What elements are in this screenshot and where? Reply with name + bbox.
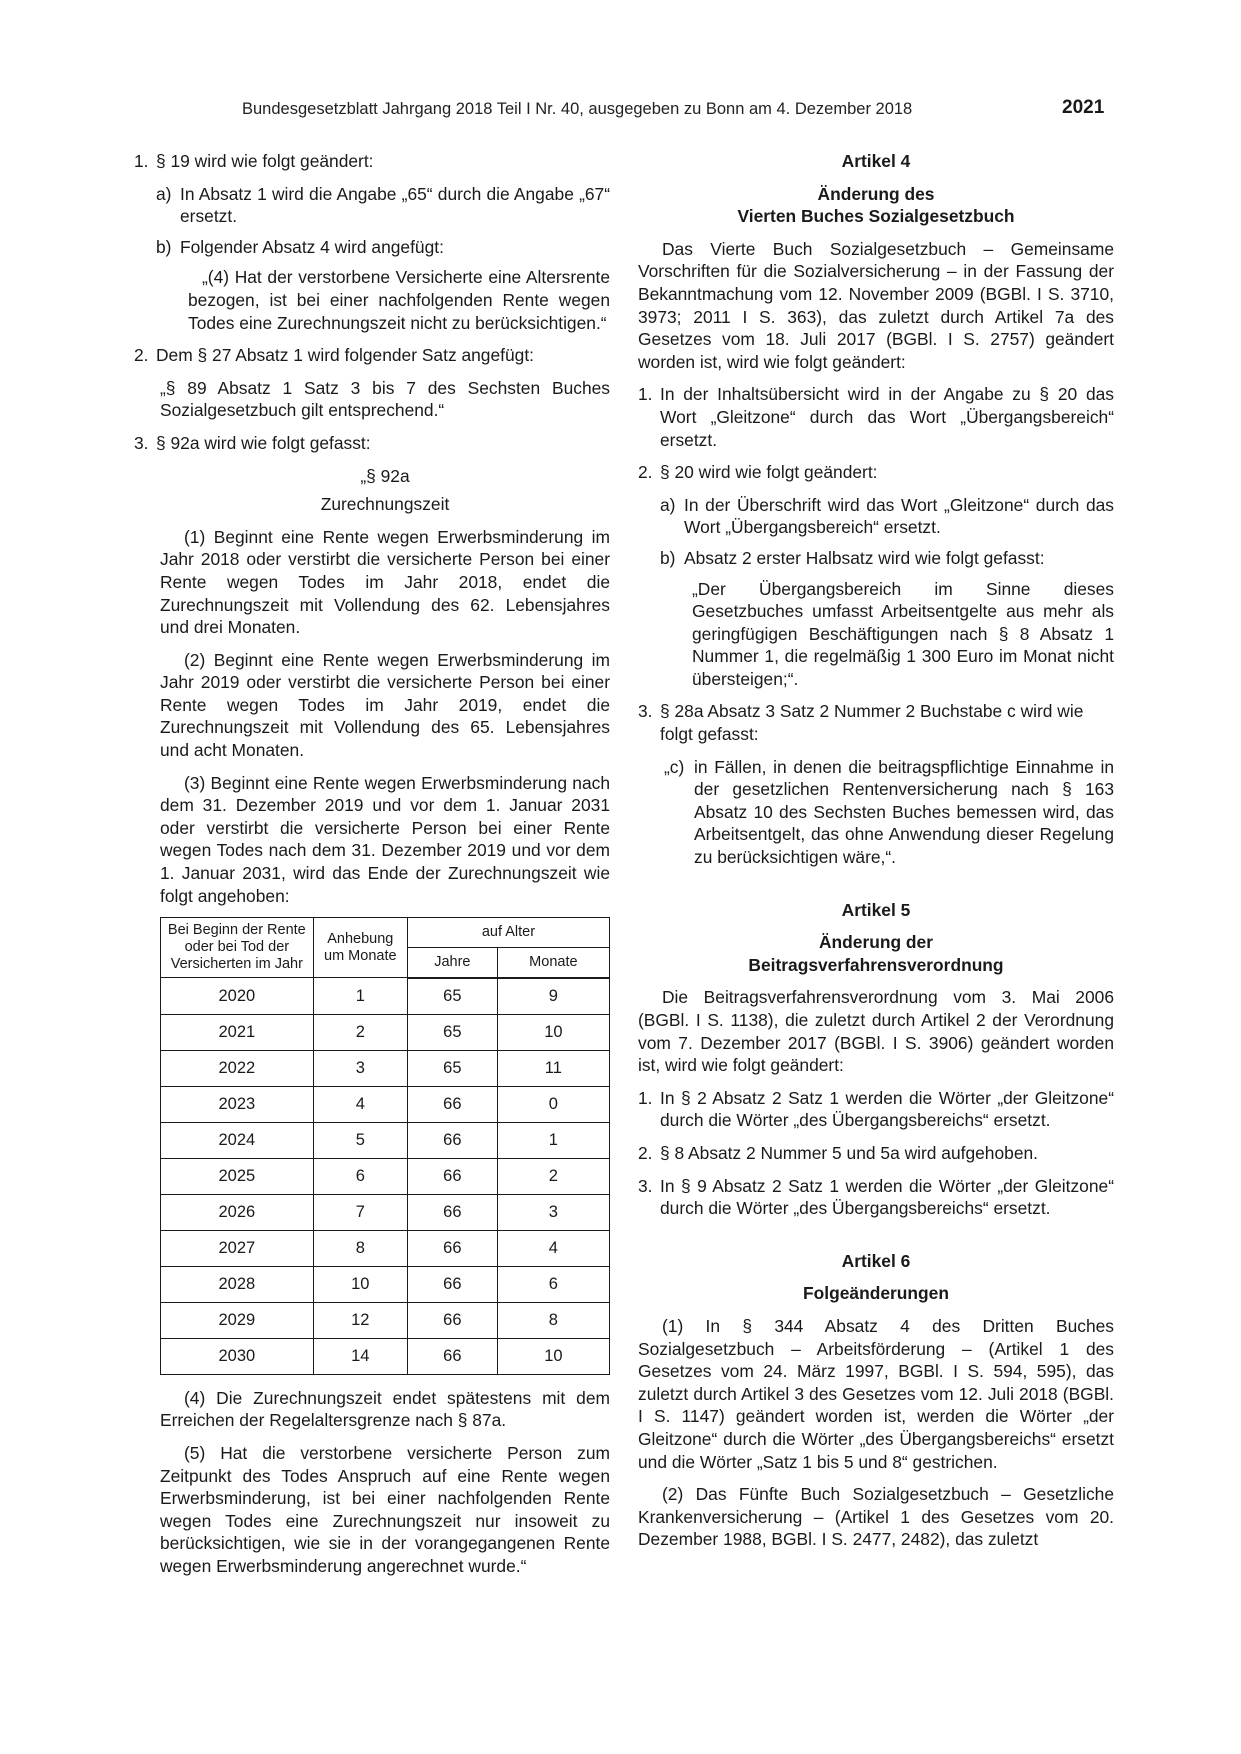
list-item [134,432,610,455]
table-cell: 66 [407,1122,497,1158]
table-cell: 2025 [161,1158,314,1194]
item-text: Dem § 27 Absatz 1 wird folgender Satz angefügt: [156,345,534,366]
table-row [161,1014,610,1050]
clause-letter: „c) [664,756,685,777]
table-cell: 2030 [161,1338,314,1374]
page-number: 2021 [1062,97,1105,118]
table-cell: 65 [407,1014,497,1050]
article-6-title: Folgeänderungen [803,1283,949,1304]
article-6-label: Artikel 6 [841,1250,911,1271]
table-cell: 2020 [161,978,314,1015]
article-5-title-line1: Änderung der [818,932,933,953]
table-cell: 7 [313,1194,407,1230]
sub-item-letter: b) [660,547,676,568]
table-row [161,1086,610,1122]
item-text: § 28a Absatz 3 Satz 2 Nummer 2 Buchstabe c wird wie folgt gefasst: [660,701,1084,745]
item-number: 1. [638,1087,653,1108]
paragraph-2: (2) Beginnt eine Rente wegen Erwerbsminderung im Jahr 2019 oder verstirbt die versicherte Person bei einer Rente wegen Todes im Jahr 2019, endet die Zurechnungszeit mit Vollendung des 65. Lebensjahres und acht Monaten. [160,649,610,761]
table-cell: 10 [497,1338,609,1374]
article-6-paragraph-1: (1) In § 344 Absatz 4 des Dritten Buches Sozialgesetzbuch – Arbeitsförderung – (Artikel 1 des Gesetzes vom 24. März 1997, BGBl. I S. 594, 595), das zuletzt durch Artikel 3 des Gesetzes vom 12. Juli 2018 (BGBl. I S. 1147) geändert worden ist, werden die Wörter „der Gleitzone“ durch die Wörter „des Übergangsbereichs“ ersetzt und die Wörter „Satz 1 bis 5 und 8“ gestrichen. [638,1315,1114,1472]
item-text: § 19 wird wie folgt geändert: [156,151,374,171]
sub-item [660,547,1114,570]
table-cell: 2021 [161,1014,314,1050]
item-text: § 8 Absatz 2 Nummer 5 und 5a wird aufgehoben. [660,1142,1038,1163]
right-column [638,150,1114,1561]
article-4-label: Artikel 4 [841,151,911,171]
clause-text: in Fällen, in denen die beitragspflichtige Einnahme in der gesetzlichen Rentenversicherung nach § 163 Absatz 10 des Sechsten Buches bemessen wird, das Arbeitsentgelt, das ohne Anwendung dieser Regelung zu berücksichtigen wäre,“. [694,756,1114,868]
table-cell: 65 [407,1050,497,1086]
table-header-years: Jahre [407,947,497,977]
table-cell: 66 [407,1338,497,1374]
article-5-title-line2: Beitragsverfahrensverordnung [748,954,1004,975]
table-row [161,1230,610,1266]
sub-item-text: Absatz 2 erster Halbsatz wird wie folgt gefasst: [684,547,1045,568]
list-item [638,383,1114,451]
table-cell: 66 [407,1266,497,1302]
table-row [161,1158,610,1194]
table-cell: 2027 [161,1230,314,1266]
table-cell: 6 [497,1266,609,1302]
article-5-label: Artikel 5 [841,899,911,920]
table-header-year: Bei Beginn der Rente oder bei Tod der Versicherten im Jahr [161,918,314,978]
list-item [134,150,610,173]
table-cell: 5 [313,1122,407,1158]
table-cell: 4 [497,1230,609,1266]
item-number: 1. [134,151,149,171]
list-item [638,1142,1114,1165]
table-header-raise: Anhebung um Monate [313,918,407,978]
quoted-text: „(4) Hat der verstorbene Versicherte eine Altersrente bezogen, ist bei einer nachfolgenden Rente wegen Todes eine Zurechnungszeit nicht zu berücksichtigen.“ [188,267,610,333]
sub-item-text: In der Überschrift wird das Wort „Gleitzone“ durch das Wort „Übergangsbereich“ ersetzt. [684,494,1114,538]
table-cell: 66 [407,1230,497,1266]
article-6-paragraph-2: (2) Das Fünfte Buch Sozialgesetzbuch – Gesetzliche Krankenversicherung – (Artikel 1 des Gesetzes vom 20. Dezember 1988, BGBl. I S. 2477, 2482), das zuletzt [638,1484,1114,1550]
article-4-title-line1: Änderung des [817,183,935,204]
item-text: In § 9 Absatz 2 Satz 1 werden die Wörter „der Gleitzone“ durch die Wörter „des Übergangsbereichs“ ersetzt. [660,1175,1114,1219]
left-column [134,150,610,1587]
table-cell: 66 [407,1086,497,1122]
table-cell: 10 [313,1266,407,1302]
table-cell: 8 [313,1230,407,1266]
table-cell: 66 [407,1158,497,1194]
table-row [161,1050,610,1086]
sub-item [156,183,610,228]
table-row [161,978,610,1015]
table-cell: 2023 [161,1086,314,1122]
table-row [161,1338,610,1374]
list-item [638,1087,1114,1132]
paragraph-3: (3) Beginnt eine Rente wegen Erwerbsminderung nach dem 31. Dezember 2019 und vor dem 1. Januar 2031 oder verstirbt die versicherte Person bei einer Rente wegen Todes nach dem 31. Dezember 2019 und vor dem 1. Januar 2031, wird das Ende der Zurechnungszeit wie folgt angehoben: [160,772,610,906]
sub-item-letter: a) [156,183,172,204]
sub-item [660,494,1114,539]
table-cell: 1 [497,1122,609,1158]
table-cell: 65 [407,978,497,1015]
list-item [134,344,610,367]
list-item [638,461,1114,484]
table-cell: 2028 [161,1266,314,1302]
section-title: Zurechnungszeit [320,494,450,515]
table-cell: 3 [497,1194,609,1230]
paragraph-1: (1) Beginnt eine Rente wegen Erwerbsminderung im Jahr 2018 oder verstirbt die versicherte Person bei einer Rente wegen Todes im Jahr 2018, endet die Zurechnungszeit mit Vollendung des 62. Lebensjahres und drei Monaten. [160,526,610,638]
table-cell: 2024 [161,1122,314,1158]
item-text: § 92a wird wie folgt gefasst: [156,432,371,453]
quoted-clause [664,756,1114,869]
running-header: Bundesgesetzblatt Jahrgang 2018 Teil I Nr. 40, ausgegeben zu Bonn am 4. Dezember 2018 [242,100,913,118]
table-cell: 6 [313,1158,407,1194]
quoted-text: „Der Übergangsbereich im Sinne dieses Gesetzbuches umfasst Arbeitsentgelte aus mehr als geringfügigen Beschäftigungen nach § 8 Absatz 1 Nummer 1, die regelmäßig 1 300 Euro im Monat nicht übersteigen;“. [692,578,1114,689]
table-cell: 2029 [161,1302,314,1338]
paragraph-4: (4) Die Zurechnungszeit endet spätestens mit dem Erreichen der Regelaltersgrenze nach § 87a. [160,1387,610,1431]
table-row [161,1122,610,1158]
table-header-months: Monate [497,947,609,977]
table-cell: 12 [313,1302,407,1338]
item-text: In der Inhaltsübersicht wird in der Angabe zu § 20 das Wort „Gleitzone“ durch das Wort „Übergangsbereich“ ersetzt. [660,384,1114,450]
paragraph-5: (5) Hat die verstorbene versicherte Person zum Zeitpunkt des Todes Anspruch auf eine Rente wegen Erwerbsminderung, ist bei einer nachfolgenden Rente wegen Todes eine Zurechnungszeit nur insoweit zu berücksichtigen, wie sie in der vorangegangenen Rente wegen Erwerbsminderung angerechnet wurde.“ [160,1442,610,1576]
section-symbol: „§ 92a [360,465,410,486]
table-row [161,1194,610,1230]
table-cell: 4 [313,1086,407,1122]
table-cell: 8 [497,1302,609,1338]
table-cell: 11 [497,1050,609,1086]
item-number: 1. [638,384,653,405]
table-cell: 2026 [161,1194,314,1230]
sub-item-letter: b) [156,236,172,257]
table-cell: 14 [313,1338,407,1374]
article-4-title-line2: Vierten Buches Sozialgesetzbuch [737,206,1015,227]
item-number: 2. [134,345,149,366]
item-number: 3. [638,701,653,722]
table-cell: 9 [497,978,609,1015]
sub-item-text: Folgender Absatz 4 wird angefügt: [180,236,444,257]
sub-item-letter: a) [660,494,676,515]
table-cell: 0 [497,1086,609,1122]
article-4-intro: Das Vierte Buch Sozialgesetzbuch – Gemeinsame Vorschriften für die Sozialversicherung – in der Fassung der Bekanntmachung vom 12. November 2009 (BGBl. I S. 3710, 3973; 2011 I S. 363), das zuletzt durch Artikel 7a des Gesetzes vom 18. Juli 2017 (BGBl. I S. 2757) geändert worden ist, wird wie folgt geändert: [638,238,1114,372]
list-item [638,1175,1114,1220]
item-number: 3. [638,1175,653,1196]
table-header-age: auf Alter [407,918,609,948]
sub-item-text: In Absatz 1 wird die Angabe „65“ durch die Angabe „67“ ersetzt. [180,183,610,227]
table-row [161,1302,610,1338]
table-cell: 10 [497,1014,609,1050]
table-cell: 1 [313,978,407,1015]
table-cell: 2 [313,1014,407,1050]
quoted-text: „§ 89 Absatz 1 Satz 3 bis 7 des Sechsten Buches Sozialgesetzbuch gilt entsprechend.“ [160,377,610,421]
table-row [161,1266,610,1302]
item-text: In § 2 Absatz 2 Satz 1 werden die Wörter „der Gleitzone“ durch die Wörter „des Übergangsbereichs“ ersetzt. [660,1087,1114,1131]
zurechnungszeit-table [160,917,610,1375]
table-cell: 2 [497,1158,609,1194]
item-text: § 20 wird wie folgt geändert: [660,462,878,483]
sub-item [156,236,610,259]
table-cell: 66 [407,1194,497,1230]
table-cell: 66 [407,1302,497,1338]
article-5-intro: Die Beitragsverfahrensverordnung vom 3. Mai 2006 (BGBl. I S. 1138), die zuletzt durch Artikel 2 der Verordnung vom 7. Dezember 2017 (BGBl. I S. 3906) geändert worden ist, wird wie folgt geändert: [638,987,1114,1076]
item-number: 2. [638,462,653,483]
table-cell: 2022 [161,1050,314,1086]
item-number: 3. [134,432,149,453]
list-item [638,700,1114,745]
table-cell: 3 [313,1050,407,1086]
item-number: 2. [638,1142,653,1163]
